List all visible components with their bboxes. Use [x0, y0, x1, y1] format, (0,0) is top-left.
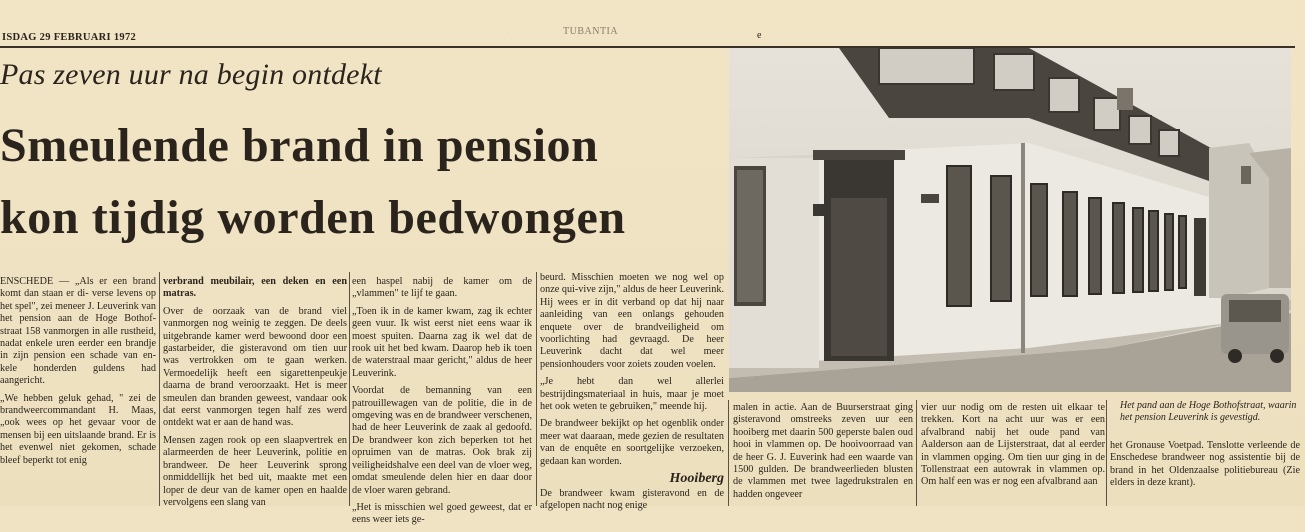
article-column-2: [163, 276, 347, 514]
header-mark: e: [757, 30, 762, 41]
header-date: ISDAG 29 FEBRUARI 1972: [2, 32, 137, 43]
subheading-hooiberg: Hooiberg: [669, 471, 724, 487]
article-column-1: [0, 276, 156, 472]
column-divider: [349, 272, 350, 506]
column-divider: [159, 272, 160, 506]
paragraph: Mensen zagen rook op een slaapvertrek en alarmeerden de heer Leuverink, politie en brandweer. De heer Leuverink sprong onmiddellijk het bed uit, maakte met een loper de deur van de kamer open en haalde vervolgens een slang van: [163, 434, 347, 508]
column-divider: [916, 400, 917, 506]
column-divider: [728, 400, 729, 506]
article-column-4: [540, 272, 724, 517]
paragraph: malen in actie. Aan de Buurserstraat ging gisteravond omstreeks zeven uur een hooiberg met daarin 500 geperste balen oud hooi in vlammen op. De hooivoorraad van de heer G. J. Euverink had een waarde van 1500 gulden. De brandweerlieden blusten de vlammen met twee lagedrukstralen en hadden ongeveer: [733, 402, 913, 500]
paragraph: verbrand meubilair, een deken en een matras.: [163, 276, 347, 300]
column-divider: [1106, 400, 1107, 506]
paragraph: De brandweer kwam gisteravond en de afgelopen nacht nog enige: [540, 487, 724, 511]
article-kicker: Pas zeven uur na begin ontdekt: [0, 58, 382, 91]
article-headline-line1: Smeulende brand in pension: [0, 119, 599, 172]
paragraph: een haspel nabij de kamer om de „vlammen" te lijf te gaan.: [352, 276, 532, 300]
paragraph: „Je hebt dan wel allerlei bestrijdingsmateriaal in huis, maar je moet het ook weten te gebruiken," meende hij.: [540, 376, 724, 413]
header-paper-name: TUBANTIA: [563, 26, 619, 37]
paragraph: beurd. Misschien moeten we nog wel op onze qui-vive zijn," aldus de heer Leuverink. Hij wees er in dit verband op dat hij naar aanleiding van een onlangs gehouden enquete over de brandveiligheid om voorlichting had gevraagd. De heer Leuverink dacht dat wel meer pensionhouders voor zoiets zouden voelen.: [540, 272, 724, 370]
photo-caption: Het pand aan de Hoge Bothofstraat, waarin het pension Leuverink is gevestigd.: [1120, 400, 1297, 423]
paragraph: vier uur nodig om de resten uit elkaar te trekken. Kort na acht uur was er een afvalbrand nabij het oude pand van Aalderson aan de Lijsterstraat, dat al eerder in vlammen opging. Om tien uur ging in de Tollenstraat een autowrak in vlammen op. Om half een was er nog een afvalbrand aan: [921, 402, 1105, 488]
article-column-7: [1110, 440, 1300, 495]
article-headline-line2: kon tijdig worden bedwongen: [0, 191, 626, 244]
paragraph: ENSCHEDE — „Als er een brand komt dan staan er di- verse levens op het spel", zei meneer J. Leuverink van het pension aan de Hoge Bothof- straat 158 vanmorgen in alle rustheid, nadat enkele uren eerder een brandje in zijn pension een schade van en- kele honderden guldens had aangericht.: [0, 276, 156, 387]
article-column-3: [352, 276, 532, 532]
column-divider: [536, 272, 537, 506]
paragraph: De brandweer bekijkt op het ogenblik onder meer wat daaraan, mede gezien de resultaten van de enquête en soortgelijke verzoeken, gedaan kan worden.: [540, 418, 724, 467]
article-column-6: [921, 402, 1105, 494]
paragraph: „Toen ik in de kamer kwam, zag ik echter geen vuur. Ik wist eerst niet eens waar ik moest spuiten. Daarna zag ik wel dat de rook uit het bed kwam. Daarop heb ik toen de waterstraal maar gericht," aldus de heer Leuverink.: [352, 305, 532, 379]
paragraph: Over de oorzaak van de brand viel vanmorgen nog weinig te zeggen. De deels uitgebrande kamer werd bewoond door een gastarbeider, die gisteravond om tien uur was vertrokken om te gaan werken. Vermoedelijk heeft een sigarettenpeukje daarna de brand veroorzaakt. Het is meer smeulen dan branden geweest, vandaar ook dat eerst vanmorgen tegen half zes werd ontdekt wat er aan de hand was.: [163, 305, 347, 429]
pension-photo: [729, 48, 1291, 392]
paragraph: het Gronause Voetpad. Tenslotte verleende de Enschedese brandweer nog assistentie bij de brand in het Oldenzaalse politiebureau (Zie elders in deze krant).: [1110, 440, 1300, 489]
paragraph: „We hebben geluk gehad, " zei de brandweercommandant H. Maas, „ook wees op het gevaar voor de mensen bij een uitslaande brand. Er is het evenwel niet gekomen, schade bleef beperkt tot enig: [0, 392, 156, 466]
paragraph: Voordat de bemanning van een patrouillewagen van de politie, die in de omgeving was en de brandweer verschenen, had de heer Leuverink de zaak al gedoofd. De brandweer kon zich beperken tot het opruimen van de matras. Ook brak zij veiligheidshalve een deel van de vloer weg, omdat smeulende delen hier en daar door de vloer waren gebrand.: [352, 385, 532, 496]
article-column-5: [733, 402, 913, 506]
paragraph: „Het is misschien wel goed geweest, dat er eens weer iets ge-: [352, 501, 532, 526]
